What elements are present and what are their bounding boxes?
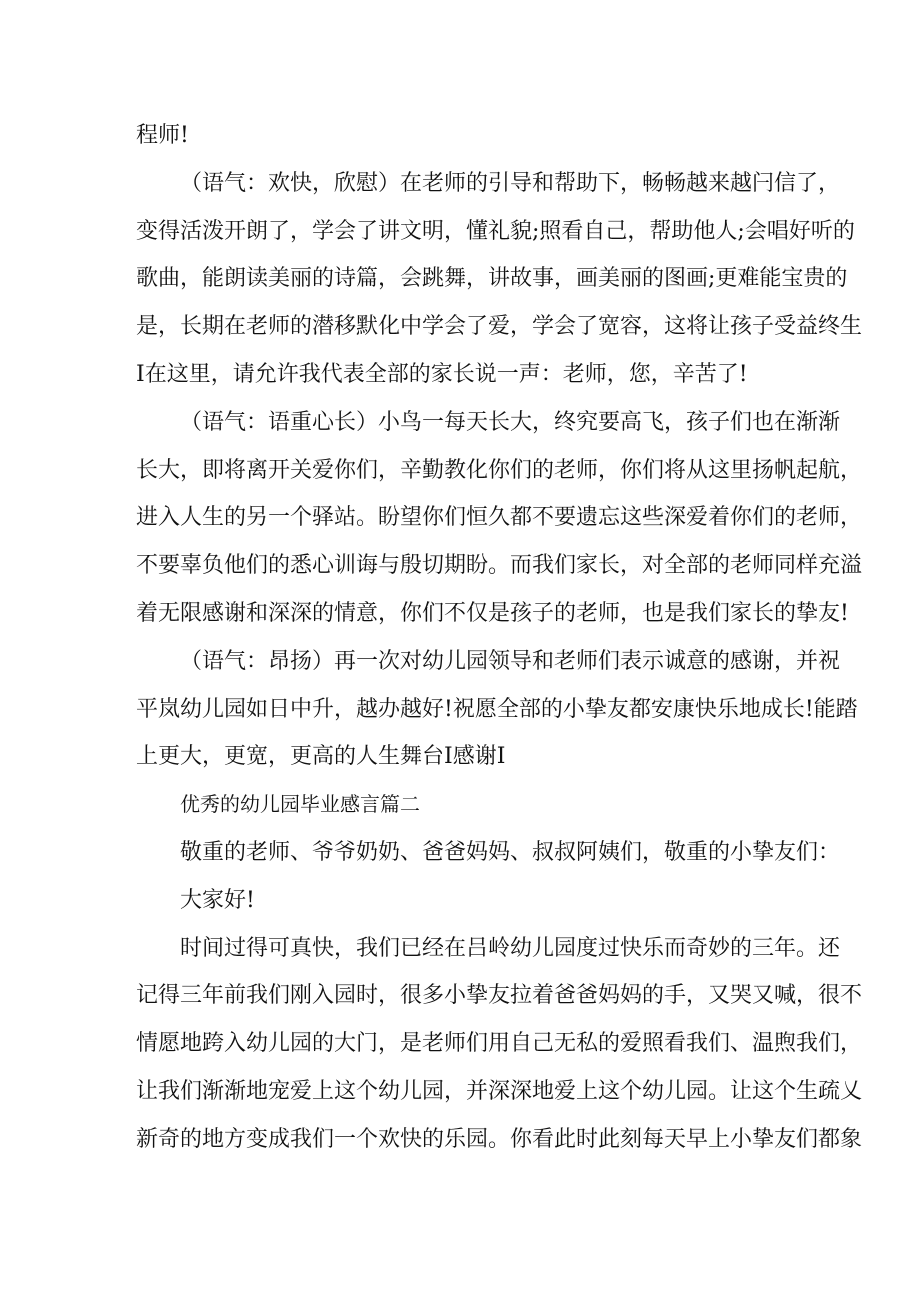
text-line: 新奇的地方变成我们一个欢快的乐园。你看此时此刻每天早上小挚友们都象 [136,1126,863,1152]
paragraph-first-line: 时间过得可真快，我们已经在吕岭幼儿园度过快乐而奇妙的三年。还 [180,935,841,961]
section-heading: 优秀的幼儿园毕业感言篇二 [180,792,420,817]
text-line: 歌曲，能朗读美丽的诗篇，会跳舞，讲故事，画美丽的图画;更难能宝贵的 [136,266,848,292]
text-line: 情愿地跨入幼儿园的大门，是老师们用自己无私的爱照看我们、温煦我们， [136,1031,863,1057]
text-line: Ⅰ在这里，请允许我代表全部的家长说一声：老师，您，辛苦了! [136,361,748,387]
paragraph-first-line: （语气：欢快，欣慰）在老师的引导和帮助下，畅畅越来越闩信了， [180,170,841,196]
text-line: 是，长期在老师的潜移默化中学会了爱，学会了宽容，这将让孩子受益终生 [136,314,863,340]
text-line: 长大，即将离开关爱你们，辛勤教化你们的老师，你们将从这里扬帆起航， [136,457,863,483]
text-line: 程师! [136,123,189,148]
text-line: 不要辜负他们的悉心训诲与殷切期盼。而我们家长，对全部的老师同样充溢 [136,553,863,579]
text-line: 平岚幼儿园如日中升，越办越好!祝愿全部的小挚友都安康快乐地成长!能踏 [136,696,858,722]
text-line: 着无限感谢和深深的情意，你们不仅是孩子的老师，也是我们家长的挚友! [136,600,849,626]
greeting-line: 大家好! [180,887,255,913]
text-line: 进入人生的另一个驿站。盼望你们恒久都不要遗忘这些深爱着你们的老师， [136,505,863,531]
text-line: 变得活泼开朗了，学会了讲文明，懂礼貌;照看自己，帮助他人;会唱好听的 [136,218,855,244]
text-line: 让我们渐渐地宠爱上这个幼儿园，并深深地爱上这个幼儿园。让这个生疏乂 [136,1078,863,1104]
text-line: 上更大，更宽，更高的人生舞台Ⅰ感谢Ⅰ [136,744,506,770]
paragraph-first-line: （语气：语重心长）小鸟一每天长大，终究要高飞，孩子们也在渐渐 [180,409,841,435]
salutation-line: 敬重的老师、爷爷奶奶、爸爸妈妈、叔叔阿姨们，敬重的小挚友们： [180,839,841,865]
document-page [136,112,863,1164]
paragraph-first-line: （语气：昂扬）再一次对幼儿园领导和老师们表示诚意的感谢，并祝 [180,648,841,674]
text-line: 记得三年前我们刚入园时，很多小挚友拉着爸爸妈妈的手，又哭又喊，很不 [136,983,863,1009]
